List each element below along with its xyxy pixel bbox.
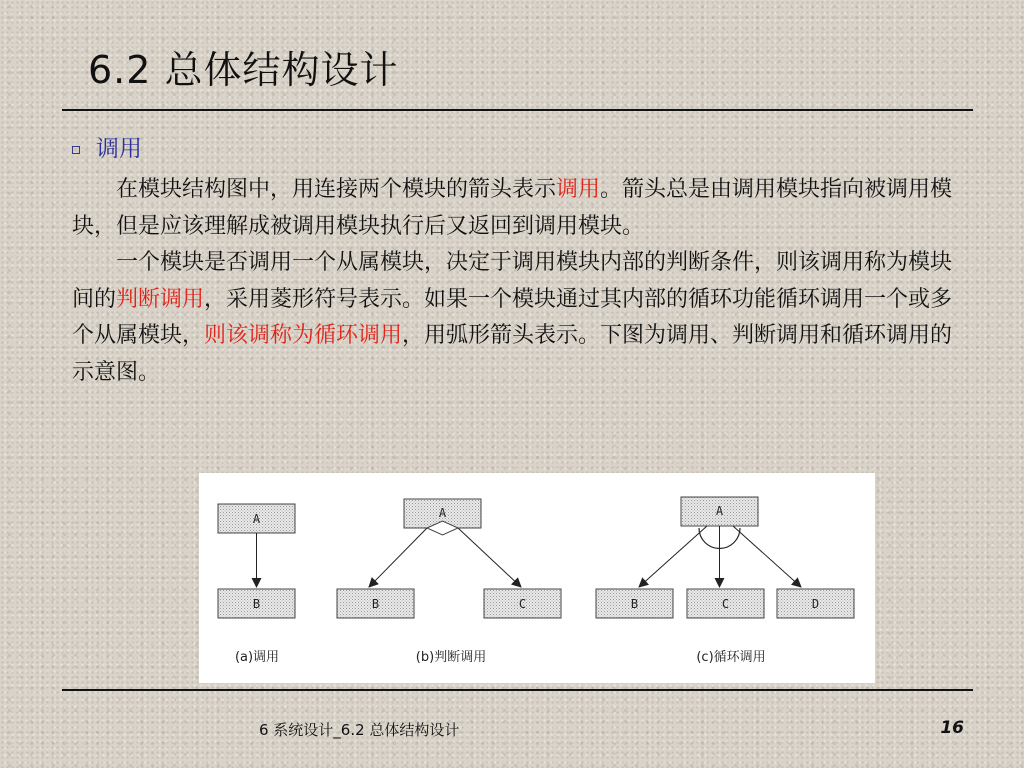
caption-c: (c)循环调用 <box>696 650 766 665</box>
module-c-right-label: D <box>811 597 820 611</box>
p1-text-c: 。箭头总是由调用模块指向被调用模块，但是应该理解成被调用模块执行后又返回到调用模块。 <box>72 177 953 239</box>
loop-arrow-right <box>733 526 801 587</box>
bullet-heading: 调用 <box>96 136 142 162</box>
footer-divider <box>62 689 973 691</box>
module-c-left-label: B <box>630 597 639 611</box>
call-diagram-figure <box>199 473 875 683</box>
diagram-c <box>596 497 854 665</box>
module-b-left-label: B <box>371 597 380 611</box>
p2-text-a: 一个模块是否调用一个从属模块，决定于调用模块内部的判断条件，则该调用称为模块间的 <box>72 250 953 312</box>
paragraph-2 <box>72 245 957 391</box>
caption-b: (b)判断调用 <box>415 650 487 665</box>
slide-title: 6.2 总体结构设计 <box>88 48 399 92</box>
page-number: 16 <box>940 718 964 738</box>
call-diagram-svg <box>199 473 875 683</box>
caption-a: (a)调用 <box>234 650 280 665</box>
square-bullet-icon <box>72 146 80 154</box>
module-a-bottom-label: B <box>252 597 261 611</box>
bullet-item <box>72 133 142 165</box>
diagram-a <box>218 504 295 665</box>
body-text <box>72 172 957 391</box>
p2-text-c: ，采用菱形符号表示。如果一个模块通过其内部的循环功能循环调用一个或多个从属模块， <box>72 286 953 348</box>
diagram-b <box>337 499 561 665</box>
p1-highlight: 调用 <box>556 177 601 202</box>
module-c-top-label: A <box>715 504 724 518</box>
title-divider <box>62 109 973 111</box>
footer-text: 6 系统设计_6.2 总体结构设计 <box>259 721 460 739</box>
p2-text-e: ，用弧形箭头表示。下图为调用、判断调用和循环调用的示意图。 <box>72 323 953 385</box>
p2-highlight-2: 则该调称为循环调用 <box>204 323 403 348</box>
conditional-arrow-right <box>458 528 521 587</box>
conditional-arrow-left <box>369 528 427 587</box>
module-b-right-label: C <box>518 597 527 611</box>
module-b-top-label: A <box>438 506 447 520</box>
p2-highlight-1: 判断调用 <box>116 286 205 312</box>
paragraph-1 <box>72 172 957 245</box>
p1-text-a: 在模块结构图中，用连接两个模块的箭头表示 <box>116 177 557 202</box>
module-c-mid-label: C <box>721 597 730 611</box>
module-a-top-label: A <box>252 512 261 526</box>
loop-arrow-left <box>639 526 707 587</box>
